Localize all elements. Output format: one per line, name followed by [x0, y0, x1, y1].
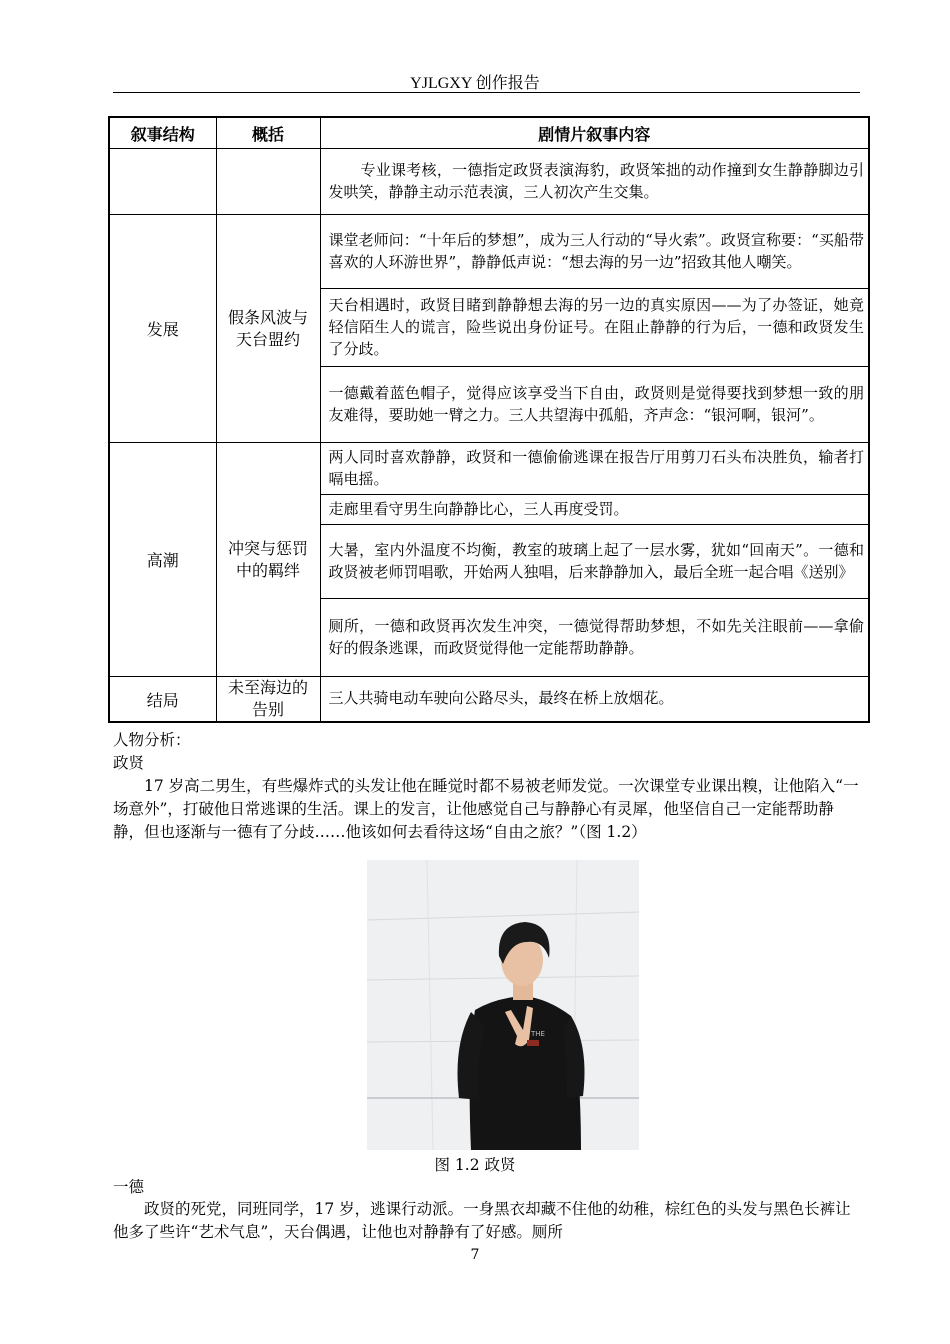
report-header-title: YJLGXY 创作报告 — [410, 75, 540, 92]
table-row — [109, 443, 869, 495]
table-header-row — [109, 117, 869, 149]
column-header-summary: 概括 — [216, 117, 320, 149]
figure-caption: 图 1.2 政贤 — [434, 1156, 516, 1174]
table-row — [109, 215, 869, 289]
character-description-yide: 政贤的死党，同班同学，17 岁，逃课行动派。一身黑衣却藏不住他的幼稚，棕红色的头发与黑色长裤让他多了些许“艺术气息”，天台偶遇，让他也对静静有了好感。厕所 — [113, 1200, 851, 1241]
summary-cell-climax: 冲突与惩罚中的羁绊 — [216, 443, 320, 677]
character-photo — [367, 860, 639, 1150]
content-cell: 两人同时喜欢静静，政贤和一德偷偷逃课在报告厅用剪刀石头布决胜负，输者打嗝电摇。 — [320, 443, 869, 495]
summary-cell-development: 假条风波与天台盟约 — [216, 215, 320, 443]
column-header-content: 剧情片叙事内容 — [320, 117, 869, 149]
content-cell: 厕所，一德和政贤再次发生冲突，一德觉得帮助梦想，不如先关注眼前——拿偷好的假条逃课，而政贤觉得他一定能帮助静静。 — [320, 599, 869, 677]
character-name-zhengxian: 政贤 — [113, 754, 145, 772]
structure-cell-development: 发展 — [109, 215, 216, 443]
summary-cell-empty — [216, 149, 320, 215]
svg-text:THE: THE — [531, 1030, 545, 1038]
content-cell — [320, 149, 869, 215]
structure-cell-empty — [109, 149, 216, 215]
structure-cell-climax: 高潮 — [109, 443, 216, 677]
summary-cell-ending: 未至海边的告别 — [216, 677, 320, 723]
content-text: 专业课考核，一德指定政贤表演海豹，政贤笨拙的动作撞到女生静静脚边引发哄笑，静静主动示范表演，三人初次产生交集。 — [328, 160, 864, 201]
page-number: 7 — [470, 1247, 480, 1263]
column-header-structure: 叙事结构 — [109, 117, 216, 149]
content-cell: 课堂老师问：“十年后的梦想”，成为三人行动的“导火索”。政贤宣称要：“买船带喜欢的人环游世界”，静静低声说：“想去海的另一边”招致其他人嘲笑。 — [320, 215, 869, 289]
table-row — [109, 149, 869, 215]
structure-cell-ending: 结局 — [109, 677, 216, 723]
table-row — [109, 677, 869, 723]
character-name-yide: 一德 — [113, 1178, 145, 1196]
content-cell: 一德戴着蓝色帽子，觉得应该享受当下自由，政贤则是觉得要找到梦想一致的朋友难得，要助她一臂之力。三人共望海中孤船，齐声念：“银河啊，银河”。 — [320, 367, 869, 443]
content-cell: 天台相遇时，政贤目睹到静静想去海的另一边的真实原因——为了办签证，她竟轻信陌生人的谎言，险些说出身份证号。在阻止静静的行为后，一德和政贤发生了分歧。 — [320, 289, 869, 367]
content-cell: 走廊里看守男生向静静比心，三人再度受罚。 — [320, 495, 869, 525]
character-description-zhengxian: 17 岁高二男生，有些爆炸式的头发让他在睡觉时都不易被老师发觉。一次课堂专业课出糗，让他陷入“一场意外”，打破他日常逃课的生活。课上的发言，让他感觉自己与静静心有灵犀，他坚信自己一定能帮助静静，但也逐渐与一德有了分歧……他该如何去看待这场“自由之旅？”（图 1.2） — [113, 777, 859, 841]
portrait-illustration — [367, 860, 639, 1150]
narrative-table — [108, 116, 870, 723]
header-rule — [113, 92, 860, 93]
analysis-heading: 人物分析： — [113, 731, 191, 749]
content-cell: 大暑，室内外温度不均衡，教室的玻璃上起了一层水雾，犹如“回南天”。一德和政贤被老师罚唱歌，开始两人独唱，后来静静加入，最后全班一起合唱《送别》 — [320, 525, 869, 599]
content-cell: 三人共骑电动车驶向公路尽头，最终在桥上放烟花。 — [320, 677, 869, 723]
